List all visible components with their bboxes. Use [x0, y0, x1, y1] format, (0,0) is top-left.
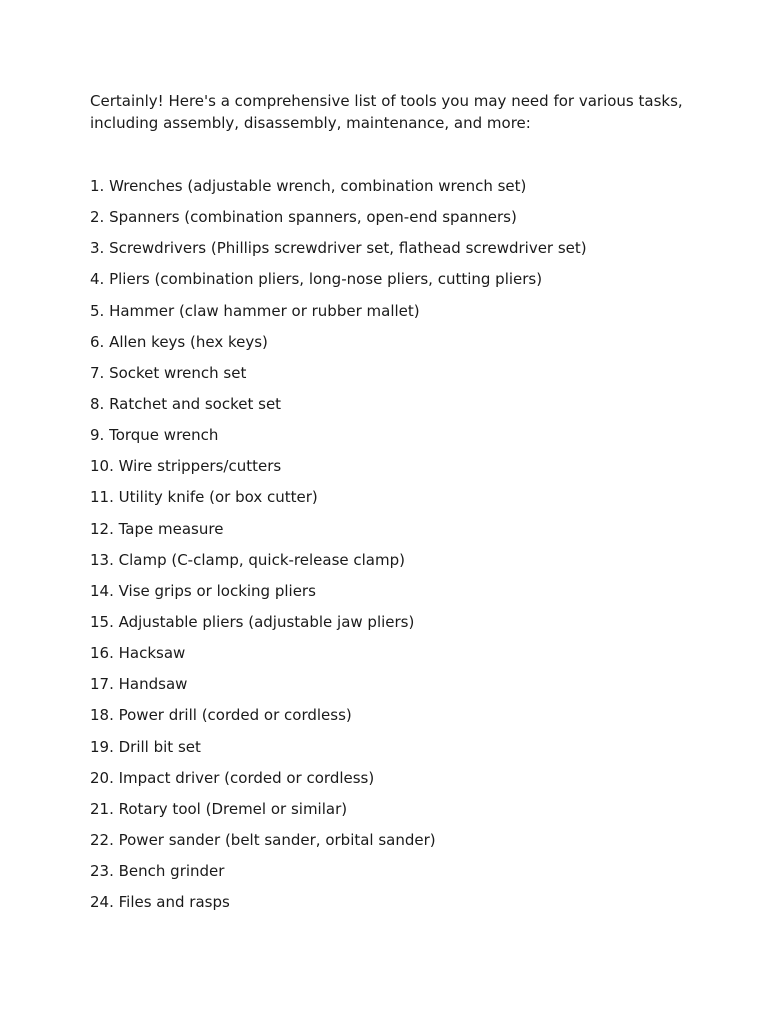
- list-item: 4. Pliers (combination pliers, long-nose pliers, cutting pliers): [90, 270, 543, 289]
- document-page: [90, 90, 690, 923]
- list-item: 8. Ratchet and socket set: [90, 394, 282, 413]
- list-item: 23. Bench grinder: [90, 862, 225, 881]
- list-item: 21. Rotary tool (Dremel or similar): [90, 799, 348, 818]
- list-item: 17. Handsaw: [90, 675, 188, 694]
- list-item: 16. Hacksaw: [90, 644, 186, 663]
- list-item: 19. Drill bit set: [90, 737, 201, 756]
- list-item: 9. Torque wrench: [90, 426, 219, 445]
- intro-paragraph: Certainly! Here's a comprehensive list of tools you may need for various tasks, including assembly, disassembly, maintenance, and more:: [90, 92, 683, 132]
- list-item: 1. Wrenches (adjustable wrench, combination wrench set): [90, 177, 527, 195]
- list-item: 18. Power drill (corded or cordless): [90, 706, 352, 725]
- list-item: 15. Adjustable pliers (adjustable jaw pliers): [90, 612, 415, 631]
- tool-list: [90, 176, 690, 923]
- list-item: 22. Power sander (belt sander, orbital sander): [90, 830, 436, 849]
- list-item: 11. Utility knife (or box cutter): [90, 488, 318, 507]
- list-item: 7. Socket wrench set: [90, 363, 247, 382]
- list-item: 14. Vise grips or locking pliers: [90, 581, 316, 600]
- list-item: 10. Wire strippers/cutters: [90, 457, 282, 476]
- list-item: 6. Allen keys (hex keys): [90, 332, 268, 351]
- list-item: 5. Hammer (claw hammer or rubber mallet): [90, 301, 420, 320]
- list-item: 13. Clamp (C-clamp, quick-release clamp): [90, 550, 405, 569]
- list-item: 12. Tape measure: [90, 519, 224, 538]
- list-item: 24. Files and rasps: [90, 893, 230, 912]
- list-item: 3. Screwdrivers (Phillips screwdriver set, flathead screwdriver set): [90, 239, 587, 258]
- list-item: 20. Impact driver (corded or cordless): [90, 768, 375, 787]
- list-item: 2. Spanners (combination spanners, open-end spanners): [90, 208, 517, 227]
